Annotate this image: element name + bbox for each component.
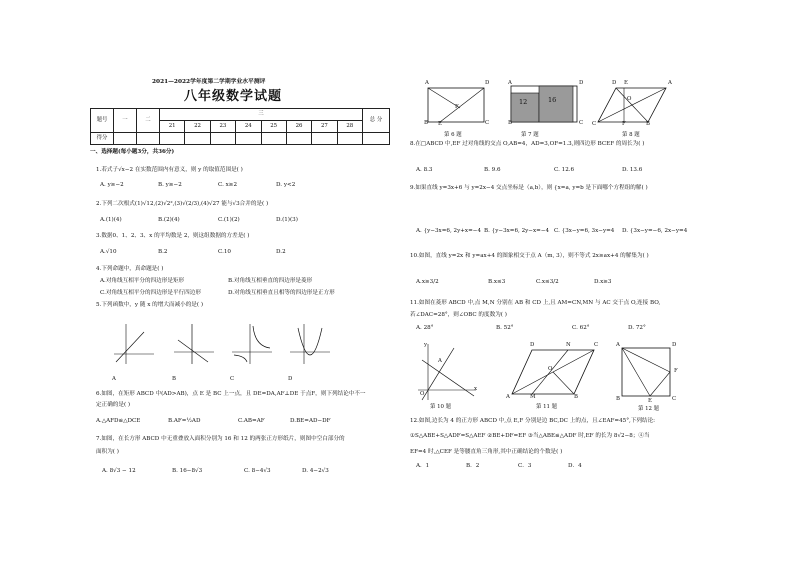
fig11-point-b: B <box>574 394 578 400</box>
score-num-22: 22 <box>185 121 210 133</box>
fig10-point-y: y <box>424 342 428 348</box>
q4-stem: 4.下列命题中，真命题是( ) <box>96 266 164 272</box>
q4-opt-c[interactable]: C.对角线互相平分的四边形是平行四边形 <box>100 290 201 296</box>
exam-title: 八年级数学试题 <box>184 89 283 104</box>
score-cell[interactable] <box>363 133 390 145</box>
score-num-27: 27 <box>312 121 337 133</box>
q5-label-d: D <box>288 376 293 382</box>
fig11-point-c: C <box>594 342 599 348</box>
fig12-point-e: E <box>648 398 652 404</box>
q7-opt-d[interactable]: D. 4−2√3 <box>302 468 329 474</box>
fig10-point-o: O <box>420 391 425 397</box>
fig7-caption: 第 7 题 <box>521 132 539 138</box>
score-header-total: 总 分 <box>363 109 390 133</box>
q2-opt-a[interactable]: A.(1)(4) <box>100 217 122 223</box>
fig8-caption: 第 8 题 <box>622 132 640 138</box>
q2-opt-c[interactable]: C.(1)(2) <box>218 217 240 223</box>
q1-opt-d[interactable]: D. y<2 <box>276 182 296 188</box>
q4-opt-b[interactable]: B.对角线互相垂直的四边形是菱形 <box>228 278 313 284</box>
exam-subtitle: 2021—2022学年度第二学期学业水平测评 <box>152 79 266 85</box>
fig11-point-o: O <box>548 366 553 372</box>
q6-opt-b[interactable]: B.AF=½AD <box>168 418 201 424</box>
score-table <box>90 108 390 145</box>
fig11-point-n: N <box>566 342 571 348</box>
fig8-point-a: A <box>668 80 672 86</box>
q11-opt-d[interactable]: D. 72° <box>628 325 646 331</box>
fig7-point-a: A <box>508 80 512 86</box>
fig12-point-f: F <box>674 368 678 374</box>
q10-opt-d[interactable]: D.x≥3 <box>594 279 612 285</box>
q12-stem-1: 12.如图,边长为 4 的正方形 ABCD 中,点 E,F 分别是边 BC,DC 上的点，且∠EAF=45°,下列结论: <box>410 418 656 424</box>
figure-11 <box>508 342 598 402</box>
fig8-point-f: F <box>622 121 626 127</box>
q12-opt-c[interactable]: C．3 <box>518 463 532 469</box>
q5-label-b: B <box>172 376 176 382</box>
q12-opt-d[interactable]: D．4 <box>568 463 582 469</box>
score-num-25: 25 <box>261 121 286 133</box>
score-cell[interactable] <box>286 133 311 145</box>
q9-stem: 9.如果直线 y=3x+6 与 y=2x−4 交点坐标是（a,b），则 {x=a, y=b 是下面哪个方程组的解( ) <box>410 185 648 191</box>
q6-opt-a[interactable]: A.△AFD≌△DCE <box>96 418 141 424</box>
q9-opt-c[interactable]: C. {3x−y=6, 3x−y=4 <box>554 228 615 234</box>
fig6-point-b: B <box>424 120 428 126</box>
q8-opt-b[interactable]: B. 9.6 <box>484 167 501 173</box>
fig6-point-c: C <box>485 120 490 126</box>
fig7-area-12: 12 <box>519 98 528 106</box>
fig12-point-a: A <box>616 342 620 348</box>
q8-opt-c[interactable]: C. 12.6 <box>554 167 575 173</box>
q7-stem-2: 面积为( ) <box>96 449 119 455</box>
fig10-point-x: x <box>474 386 478 392</box>
q9-opt-a[interactable]: A. {y−3x=6, 2y+x=−4 <box>416 228 482 234</box>
score-cell[interactable] <box>337 133 362 145</box>
score-num-21: 21 <box>160 121 185 133</box>
q12-stem-3: EF=4 时,△CEF 是等腰直角三角形,其中正确结论的个数是( ) <box>410 449 563 455</box>
q6-stem-2: 定正确的是( ) <box>96 402 131 408</box>
q1-opt-c[interactable]: C. x≥2 <box>218 182 238 188</box>
fig11-caption: 第 11 题 <box>536 404 558 410</box>
q10-opt-a[interactable]: A.x≥3/2 <box>416 279 439 285</box>
q4-opt-d[interactable]: D.对角线互相垂直且相等的四边形是正方形 <box>228 290 335 296</box>
fig6-point-e: E <box>438 121 442 127</box>
figure-12 <box>616 342 676 402</box>
q2-stem: 2.下列二次根式(1)√12,(2)√2²,(3)√(2/3),(4)√27 能与√3合并的是( ) <box>96 201 269 207</box>
score-num-28: 28 <box>337 121 362 133</box>
q7-opt-c[interactable]: C. 8−4√3 <box>244 468 271 474</box>
score-cell[interactable] <box>137 133 160 145</box>
q7-stem-1: 7.如图，在长方形 ABCD 中无重叠放入面积分别为 16 和 12 的两张正方形纸片，则图中空白部分的 <box>96 436 345 442</box>
fig6-point-a: A <box>425 80 429 86</box>
fig8-point-e: E <box>624 80 628 86</box>
fig6-caption: 第 6 题 <box>444 132 462 138</box>
fig8-point-b: B <box>646 121 650 127</box>
score-num-24: 24 <box>236 121 261 133</box>
fig11-point-m: M <box>530 394 536 400</box>
section1-heading: 一、选择题(每小题3分，共36分) <box>90 149 175 155</box>
q12-opt-a[interactable]: A．1 <box>416 463 430 469</box>
score-cell[interactable] <box>185 133 210 145</box>
fig8-point-c: C <box>592 121 597 127</box>
q7-opt-a[interactable]: A. 8√3 − 12 <box>102 468 136 474</box>
fig12-caption: 第 12 题 <box>638 406 660 412</box>
q1-stem: 1.若式子√x−2 在实数范围内有意义，则 y 的取值范围是( ) <box>96 167 243 173</box>
q6-stem-1: 6.如图，在矩形 ABCD 中(AD>AB)，点 E 是 BC 上一点，且 DE=DA,AF⊥DE 于点F，则下列结论中不一 <box>96 391 366 397</box>
q7-opt-b[interactable]: B. 16−8√3 <box>172 468 203 474</box>
figure-7 <box>505 80 585 128</box>
q11-opt-a[interactable]: A. 28° <box>416 325 434 331</box>
q12-opt-b[interactable]: B．2 <box>466 463 480 469</box>
fig12-point-d: D <box>672 342 677 348</box>
fig12-point-b: B <box>616 396 620 402</box>
q5-stem: 5.下列函数中，y 随 x 的增大而减小的是( ) <box>96 302 204 308</box>
score-cell[interactable] <box>114 133 137 145</box>
q3-opt-d[interactable]: D.2 <box>276 249 286 255</box>
q11-opt-c[interactable]: C. 62° <box>572 325 590 331</box>
q8-opt-a[interactable]: A. 8.3 <box>416 167 433 173</box>
fig8-point-d: D <box>612 80 617 86</box>
q11-stem-1: 11.如图在菱形 ABCD 中,点 M,N 分别在 AB 和 CD 上,且 AM=CN,MN 与 AC 交于点 O,连接 BO, <box>410 300 661 306</box>
q9-opt-d[interactable]: D. {3x−y=−6, 2x−y=4 <box>622 228 688 234</box>
fig7-area-16: 16 <box>548 96 557 104</box>
fig7-point-c: C <box>579 120 584 126</box>
q10-opt-c[interactable]: C.x≤3/2 <box>536 279 559 285</box>
fig10-point-a: A <box>438 358 442 364</box>
q3-opt-c[interactable]: C.10 <box>218 249 231 255</box>
fig11-point-d: D <box>530 342 535 348</box>
score-header-part1: 一 <box>114 109 137 133</box>
q10-stem: 10.如图，直线 y=2x 和 y=ax+4 的图象相交于点 A（m, 3），则不等式 2x≥ax+4 的解集为( ) <box>410 253 649 259</box>
q11-stem-2: 若∠DAC=28°，则∠OBC 的度数为( ) <box>410 312 507 318</box>
q4-opt-a[interactable]: A.对角线互相平分的四边形是矩形 <box>100 278 185 284</box>
q5-label-a: A <box>112 376 116 382</box>
fig6-point-d: D <box>485 80 490 86</box>
score-header-question: 题号 <box>91 109 114 133</box>
score-cell[interactable] <box>312 133 337 145</box>
fig7-point-d: D <box>579 80 584 86</box>
q12-stem-2: ①S△ABE+S△ADF=S△AEF ②BE+DF=EF ③当△ABE≌△ADF 时,EF 的长为 8√2−8；④当 <box>410 433 650 439</box>
q5-graph-c <box>228 322 276 366</box>
q9-opt-b[interactable]: B. {y−3x=6, 2y−x=−4 <box>484 228 550 234</box>
q11-opt-b[interactable]: B. 52° <box>496 325 514 331</box>
q6-opt-c[interactable]: C.AB=AF <box>238 418 265 424</box>
q2-opt-d[interactable]: D.(1)(3) <box>276 217 298 223</box>
fig12-point-c: C <box>672 396 677 402</box>
score-num-26: 26 <box>286 121 311 133</box>
fig10-caption: 第 10 题 <box>430 404 452 410</box>
q5-graph-d <box>286 322 334 366</box>
figure-8 <box>594 80 674 128</box>
q1-opt-a[interactable]: A. y≥−2 <box>100 182 124 188</box>
q8-opt-d[interactable]: D. 13.6 <box>622 167 643 173</box>
fig11-point-a: A <box>506 394 510 400</box>
score-cell[interactable] <box>210 133 235 145</box>
fig6-point-f: F <box>455 104 459 110</box>
q3-opt-b[interactable]: B.2 <box>158 249 168 255</box>
fig8-point-o: O <box>627 96 632 102</box>
score-header-part3: 三 <box>160 109 363 121</box>
score-cell[interactable] <box>261 133 286 145</box>
q3-opt-a[interactable]: A.√10 <box>100 249 117 255</box>
score-cell[interactable] <box>236 133 261 145</box>
q1-opt-b[interactable]: B. y≥−2 <box>158 182 182 188</box>
q5-label-c: C <box>230 376 235 382</box>
q8-stem: 8.在□ABCD 中,EF 过对角线的交点 O,AB=4，AD=3,OF=1.3,则四边形 BCEF 的周长为( ) <box>410 141 645 147</box>
score-row-label: 得分 <box>91 133 114 145</box>
q3-stem: 3.数据0、1、2、3、x 的平均数是 2，则这组数据的方差是( ) <box>96 233 250 239</box>
q5-graph-a <box>110 322 158 366</box>
q6-opt-d[interactable]: D.BE=AD−DF <box>290 418 331 424</box>
score-num-23: 23 <box>210 121 235 133</box>
score-header-part2: 二 <box>137 109 160 133</box>
score-cell[interactable] <box>160 133 185 145</box>
q2-opt-b[interactable]: B.(2)(4) <box>158 217 180 223</box>
q10-opt-b[interactable]: B.x≤3 <box>488 279 506 285</box>
fig7-point-b: B <box>508 120 512 126</box>
q5-graph-b <box>170 322 218 366</box>
